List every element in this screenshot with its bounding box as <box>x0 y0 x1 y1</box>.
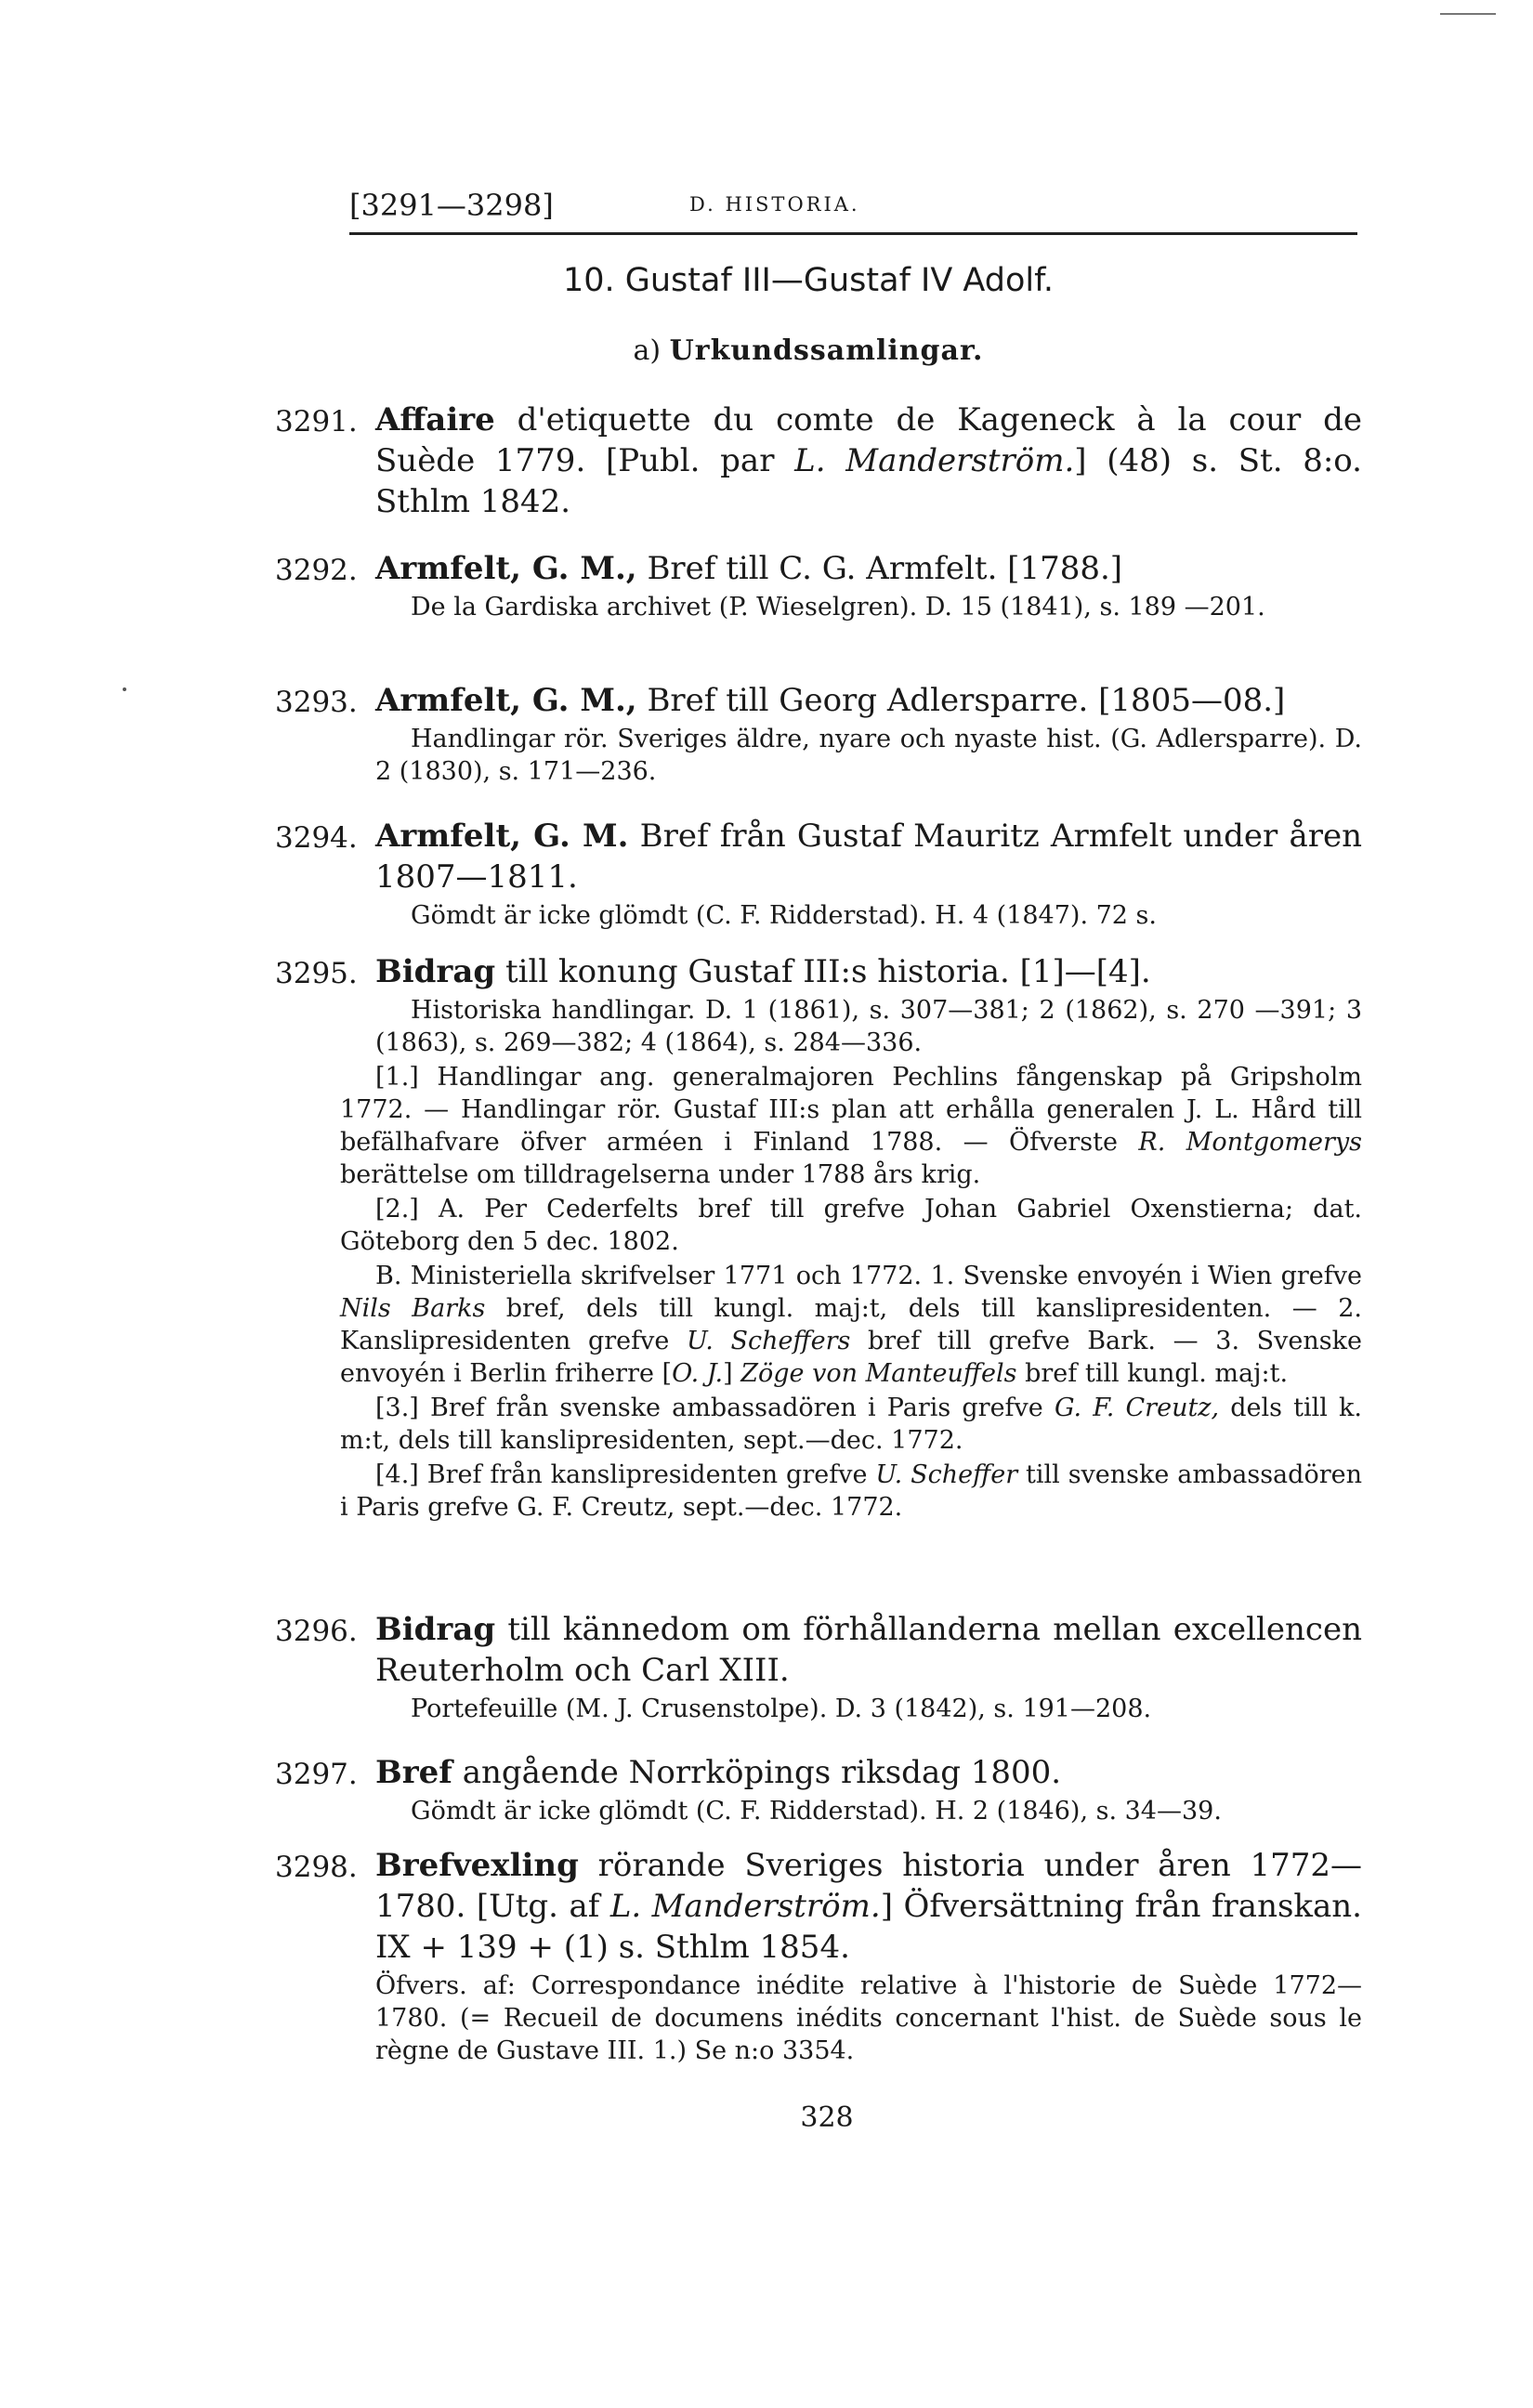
scan-edge-mark <box>1440 13 1496 15</box>
entry-note: De la Gardiska archivet (P. Wieselgren). D. 15 (1841), s. 189 —201. <box>411 593 1265 622</box>
header-section-title: D. HISTORIA. <box>689 193 860 216</box>
entry-heading-word: Bidrag <box>375 1611 496 1648</box>
entry-title-text: d'etiquette du comte de Kageneck à la cour de Suède 1779. [Publ. par <box>375 401 1362 479</box>
entry-heading-word: Armfelt, G. M. <box>375 818 629 855</box>
part-text: bref till kungl. maj:t. <box>1016 1359 1289 1388</box>
entry-title <box>375 680 1362 721</box>
entry-title <box>375 1845 1362 1968</box>
entry-3296 <box>275 1609 1362 1725</box>
entry-3291 <box>275 399 1362 522</box>
entry-contents <box>340 1061 1362 1524</box>
part-text: [4.] Bref från kanslipresidenten grefve <box>375 1460 876 1489</box>
header-entry-range: [3291—3298] <box>349 188 554 223</box>
entry-title <box>375 1609 1362 1691</box>
entry-number: 3294. <box>275 821 358 855</box>
entry-title-text: Bref från Gustaf Mauritz Armfelt under åren 1807—1811. <box>375 818 1363 896</box>
entry-title <box>375 548 1362 589</box>
entry-title <box>375 816 1362 897</box>
entry-title-text: Bref till C. G. Armfelt. [1788.] <box>636 550 1123 587</box>
subsection-name: Urkundssamlingar. <box>669 334 984 367</box>
entry-title-text: till kännedom om förhållanderna mellan excellencen Reuterholm och Carl XIII. <box>375 1611 1362 1689</box>
subsection-letter: a) <box>633 334 662 367</box>
entry-heading-word: Bidrag <box>375 953 496 990</box>
subsection-title <box>0 334 1533 367</box>
entry-note: Gömdt är icke glömdt (C. F. Ridderstad). H. 2 (1846), s. 34—39. <box>411 1797 1222 1826</box>
entry-number: 3298. <box>275 1851 358 1884</box>
part-text: [3.] Bref från svenske ambassadören i Paris grefve <box>375 1394 1055 1422</box>
part-text: dels till k. m:t, dels till kanslipresidenten, sept.—dec. 1772. <box>340 1394 1363 1455</box>
entry-editor: L. Manderström. <box>609 1888 881 1925</box>
part-italic: U. Scheffer <box>875 1460 1018 1489</box>
entry-3294 <box>275 816 1362 932</box>
part-italic: R. <box>1138 1128 1166 1157</box>
entry-number: 3297. <box>275 1758 358 1791</box>
part-text: bref, dels till kungl. maj:t, dels till kanslipresidenten. — 2. Kanslipresidenten grefve <box>340 1294 1362 1355</box>
entry-note: Handlingar rör. Sveriges äldre, nyare och nyaste hist. (G. Adlersparre). D. 2 (1830), s. 171—236. <box>375 725 1362 786</box>
part-text: bref till grefve Bark. — 3. Svenske envoyén i Berlin friherre [ <box>340 1327 1362 1388</box>
entry-number: 3291. <box>275 405 358 438</box>
entry-3292 <box>275 548 1362 623</box>
entry-title-text: angående Norrköpings riksdag 1800. <box>452 1754 1062 1791</box>
part-italic: U. Scheffers <box>686 1327 851 1355</box>
part-text: berättelse om tilldragelserna under 1788 års krig. <box>340 1160 981 1189</box>
entry-3297 <box>275 1752 1362 1827</box>
entry-title <box>375 1752 1362 1793</box>
entry-number: 3295. <box>275 957 358 990</box>
part-italic: O. J. <box>672 1359 724 1388</box>
part-italic: Zöge von Manteuffels <box>740 1359 1017 1388</box>
entry-3295 <box>275 951 1362 1524</box>
part-italic: Nils Barks <box>340 1294 486 1323</box>
entry-heading-word: Bref <box>375 1754 452 1791</box>
contents-part-1 <box>340 1061 1362 1191</box>
running-header <box>349 182 1357 235</box>
entry-note: Historiska handlingar. D. 1 (1861), s. 307—381; 2 (1862), s. 270 —391; 3 (1863), s. 269—382; 4 (1864), s. 284—336. <box>375 996 1362 1057</box>
entry-note: Gömdt är icke glömdt (C. F. Ridderstad). H. 4 (1847). 72 s. <box>411 901 1157 930</box>
part-text: B. Ministeriella skrifvelser 1771 och 1772. 1. Svenske envoyén i Wien grefve <box>375 1262 1362 1290</box>
entry-number: 3292. <box>275 554 358 587</box>
contents-part-4 <box>340 1459 1362 1524</box>
entry-note: Öfvers. af: Correspondance inédite relative à l'historie de Suède 1772—1780. (= Recueil de documens inédits concernant l'hist. de Suède sous le règne de Gustave III. 1.) Se n:o 3354. <box>375 1971 1362 2065</box>
scan-speck <box>123 687 126 691</box>
contents-part-2b <box>340 1260 1362 1390</box>
page-number: 328 <box>800 2101 854 2134</box>
entry-heading-word: Armfelt, G. M., <box>375 682 637 719</box>
contents-part-2a: [2.] A. Per Cederfelts bref till grefve Johan Gabriel Oxenstierna; dat. Göteborg den 5 dec. 1802. <box>340 1195 1362 1256</box>
part-text: till svenske ambassadören i Paris grefve G. F. Creutz, sept.—dec. 1772. <box>340 1460 1362 1522</box>
entry-editor: L. Manderström. <box>794 442 1075 479</box>
entry-title <box>375 399 1362 522</box>
entry-title-text: rörande Sveriges historia under åren 1772—1780. [Utg. af <box>375 1847 1362 1925</box>
entry-title-text: till konung Gustaf III:s historia. [1]—[4]. <box>495 953 1151 990</box>
entry-imprint: ] Öfversättning från franskan. IX + 139 + (1) s. Sthlm 1854. <box>375 1888 1362 1966</box>
part-italic: Montgomerys <box>1186 1128 1362 1157</box>
entry-title-text: Bref till Georg Adlersparre. [1805—08.] <box>636 682 1286 719</box>
entry-heading-word: Armfelt, G. M., <box>375 550 637 587</box>
entry-number: 3293. <box>275 686 358 719</box>
entry-heading-word: Brefvexling <box>375 1847 579 1884</box>
entry-number: 3296. <box>275 1615 358 1648</box>
part-text: [1.] Handlingar ang. generalmajoren Pechlins fångenskap på Gripsholm 1772. — Handlingar rör. Gustaf III:s plan att erhålla generalen J. L. Hård till befälhafvare öfver arméen i Finland 1788. — Öfverste <box>340 1063 1362 1157</box>
entry-note: Portefeuille (M. J. Crusenstolpe). D. 3 (1842), s. 191—208. <box>411 1695 1152 1723</box>
entry-3298 <box>275 1845 1362 2067</box>
entry-imprint: ] (48) s. St. 8:o. Sthlm 1842. <box>375 442 1362 520</box>
section-title: 10. Gustaf III—Gustaf IV Adolf. <box>562 262 1055 299</box>
contents-part-3 <box>340 1392 1362 1457</box>
entry-title <box>375 951 1362 992</box>
part-italic: G. F. Creutz, <box>1054 1394 1220 1422</box>
part-text: ] <box>723 1359 741 1388</box>
entry-3293 <box>275 680 1362 788</box>
entry-heading-word: Affaire <box>375 401 495 438</box>
